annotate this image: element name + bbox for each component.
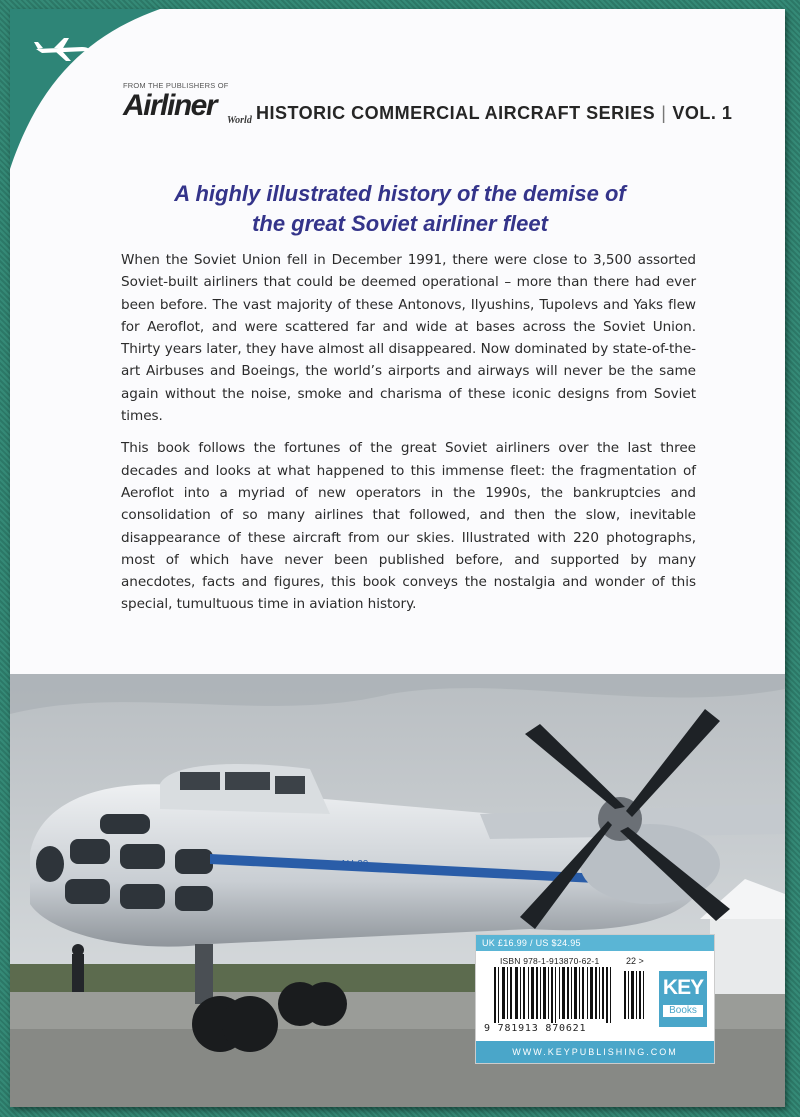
price-label: UK £16.99 / US $24.95 — [476, 935, 714, 951]
airliner-logo-main: Airliner — [123, 89, 217, 122]
blurb-text — [121, 249, 696, 626]
blurb-paragraph-1: When the Soviet Union fell in December 1991, there were close to 3,500 assorted Soviet-built airliners that could be deemed operational – more than there had ever been before. The vast majority of these Antonovs, Ilyushins, Tupolevs and Yaks flew for Aeroflot, and were scattered far and wide at bases across the Soviet Union. Thirty years later, they have almost all disappeared. Now dominated by state-of-the-art Airbuses and Boeings, the world’s airports and airways will never be the same again without the noise, smoke and charisma of these iconic designs from Soviet times. — [121, 252, 696, 425]
aircraft-marking: АН-30 — [340, 859, 369, 870]
barcode-digits: 9 781913 870621 — [484, 1023, 587, 1034]
key-books-logo — [659, 971, 707, 1027]
blurb-paragraph-2: This book follows the fortunes of the great Soviet airliners over the last three decades and looks at what happened to this immense fleet: the fragmentation of Aeroflot into a myriad of new operators in the 1990s, the bankruptcies and consolidation of so many airlines that followed, and then the slow, inevitable disappearance of these aircraft from our skies. Illustrated with 220 photographs, most of which have never been published before, and supported by many anecdotes, facts and figures, this book conveys the nostalgia and wonder of this special, tumultuous time in aviation history. — [121, 440, 696, 613]
series-volume: VOL. 1 — [672, 103, 733, 123]
barcode-icon — [484, 967, 654, 1023]
key-logo-sub: Books — [663, 1005, 703, 1017]
headline — [100, 179, 700, 239]
website-label: WWW.KEYPUBLISHING.COM — [476, 1041, 714, 1063]
series-separator: | — [661, 103, 667, 123]
key-logo-word: KEY — [662, 976, 704, 999]
barcode-addon: 22 > — [626, 956, 644, 966]
airplane-icon — [32, 35, 92, 63]
headline-line-2: the great Soviet airliner fleet — [252, 211, 548, 236]
publisher-logo — [123, 81, 252, 141]
isbn-label: ISBN 978-1-913870-62-1 — [500, 956, 600, 966]
series-title — [256, 103, 732, 124]
publisher-from-line: FROM THE PUBLISHERS OF — [123, 81, 229, 90]
airliner-logo-sub: World — [227, 115, 252, 126]
barcode-panel — [475, 934, 715, 1064]
series-name: HISTORIC COMMERCIAL AIRCRAFT SERIES — [256, 103, 656, 123]
book-back-cover — [10, 9, 785, 1107]
headline-line-1: A highly illustrated history of the demise of — [174, 181, 626, 206]
